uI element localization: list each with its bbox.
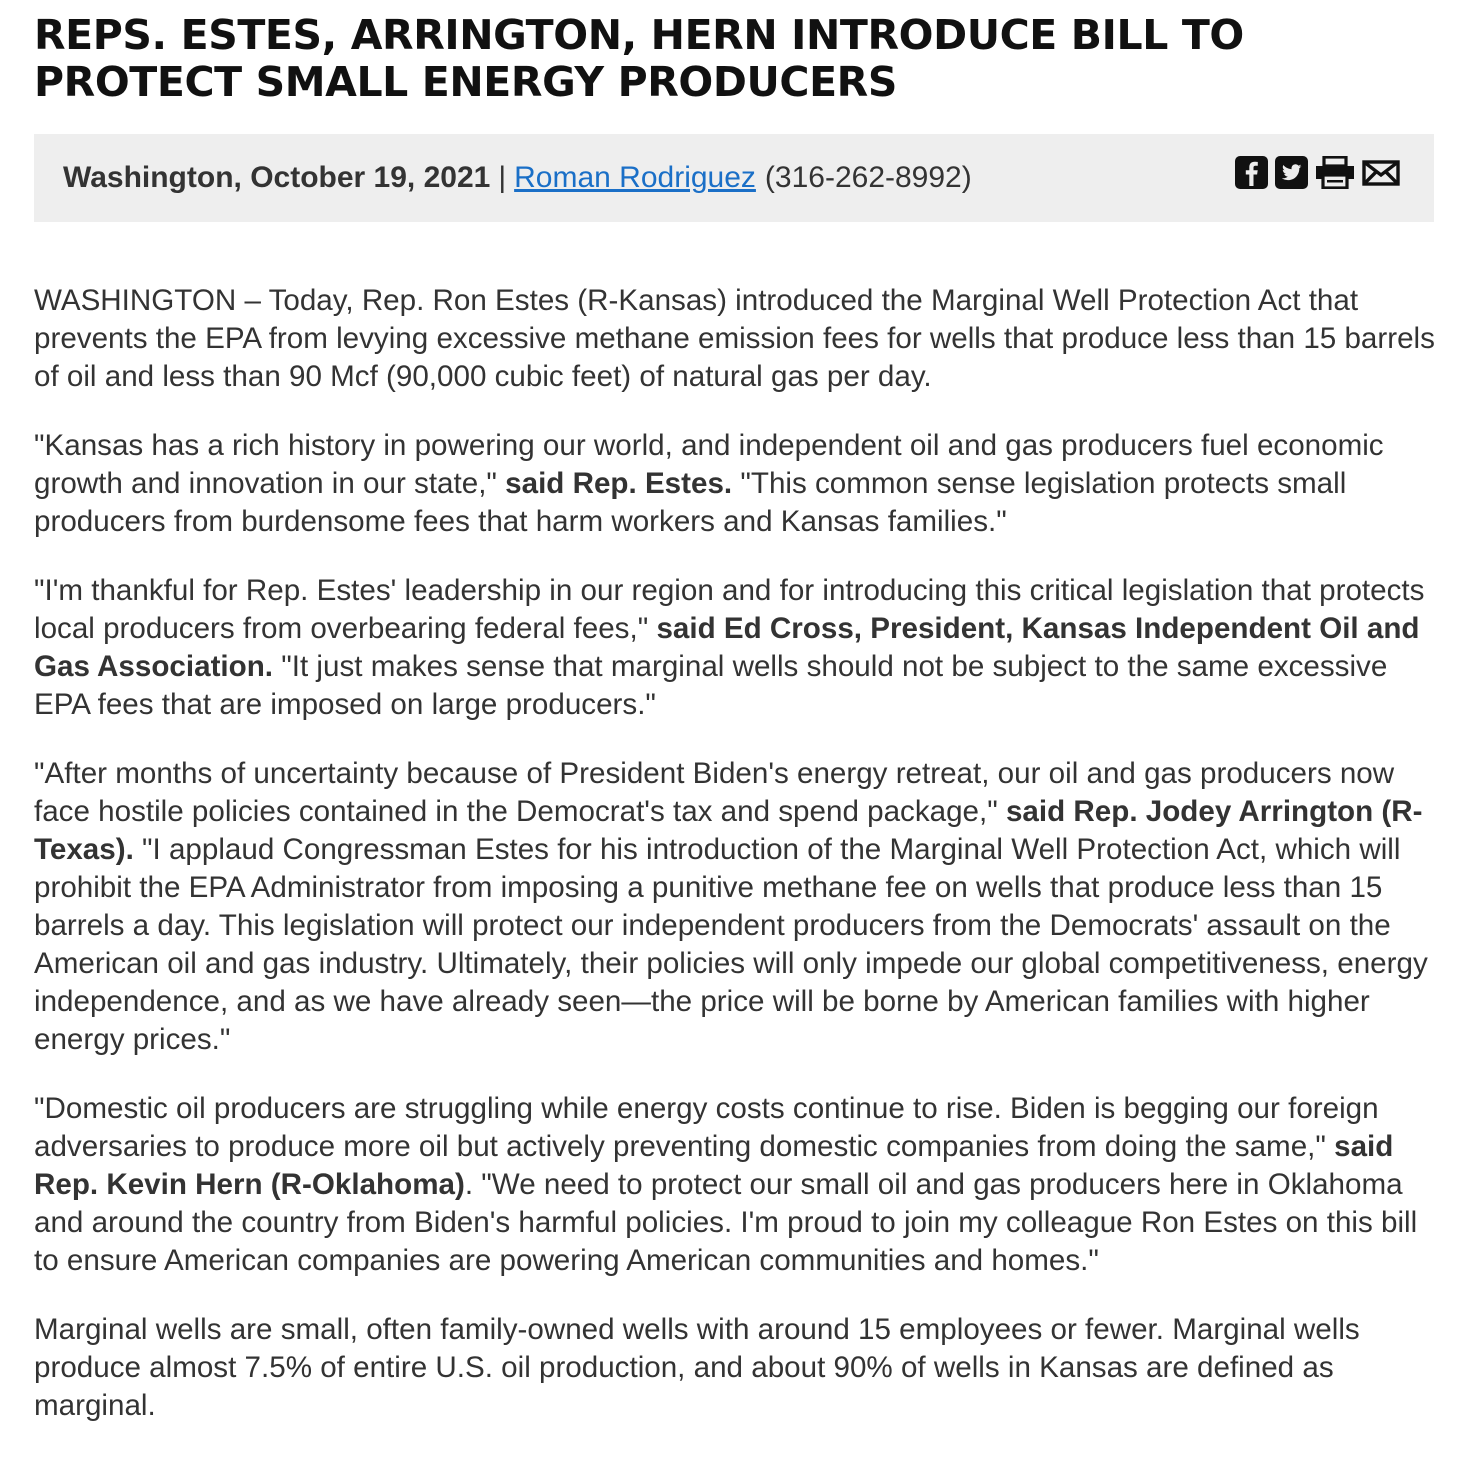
contact-phone: (316-262-8992) bbox=[764, 161, 972, 194]
quote-text: . "We need to protect our small oil and gas producers here in Oklahoma and around the country from Biden's harmful policies. I'm proud to join my colleague Ron Estes on this bill to ensure American companies are powering American communities and homes." bbox=[34, 1168, 1418, 1277]
contact-name-link[interactable]: Roman Rodriguez bbox=[514, 161, 756, 194]
quote-attribution: said Rep. Kevin Hern (R-Oklahoma) bbox=[34, 1130, 1394, 1201]
paragraph-cross-quote bbox=[34, 572, 1440, 724]
paragraph-intro: WASHINGTON – Today, Rep. Ron Estes (R-Kansas) introduced the Marginal Well Protection Act that prevents the EPA from levying excessive methane emission fees for wells that produce less than 15 barrels of oil and less than 90 Mcf (90,000 cubic feet) of natural gas per day. bbox=[34, 284, 1435, 393]
paragraph-arrington-quote bbox=[34, 755, 1440, 1059]
twitter-icon[interactable] bbox=[1275, 156, 1308, 189]
quote-text: "It just makes sense that marginal wells should not be subject to the same excessive EPA fees that are imposed on large producers." bbox=[34, 650, 1388, 721]
quote-text: "I applaud Congressman Estes for his introduction of the Marginal Well Protection Act, which will prohibit the EPA Administrator from imposing a punitive methane fee on wells that produce less than 15 barrels a day. This legislation will protect our independent producers from the Democrats' assault on the American oil and gas industry. Ultimately, their policies will only impede our global competitiveness, energy independence, and as we have already seen—the price will be borne by American families with higher energy prices." bbox=[34, 833, 1428, 1056]
quote-attribution: said Ed Cross, President, Kansas Independent Oil and Gas Association. bbox=[34, 612, 1420, 683]
quote-attribution: said Rep. Estes. bbox=[505, 467, 733, 500]
dateline: Washington, October 19, 2021 bbox=[63, 161, 491, 194]
paragraph-marginal-wells: Marginal wells are small, often family-owned wells with around 15 employees or fewer. Marginal wells produce almost 7.5% of entire U.S. oil production, and about 90% of wells in Kansas are defined as marginal. bbox=[34, 1313, 1360, 1422]
quote-text: "Domestic oil producers are struggling while energy costs continue to rise. Biden is begging our foreign adversaries to produce more oil but actively preventing domestic companies from doing the same," bbox=[34, 1092, 1379, 1163]
paragraph-hern-quote bbox=[34, 1090, 1440, 1280]
print-icon[interactable] bbox=[1315, 156, 1355, 189]
email-icon[interactable] bbox=[1362, 156, 1400, 189]
page-title: REPS. ESTES, ARRINGTON, HERN INTRODUCE BILL TO PROTECT SMALL ENERGY PRODUCERS bbox=[34, 11, 1244, 106]
quote-text: "This common sense legislation protects small producers from burdensome fees that harm workers and Kansas families." bbox=[34, 467, 1347, 538]
article-body bbox=[34, 282, 1440, 1456]
paragraph-estes-quote bbox=[34, 427, 1440, 541]
facebook-icon[interactable] bbox=[1235, 156, 1268, 189]
share-toolbar bbox=[1228, 156, 1400, 189]
press-release-meta-bar bbox=[34, 134, 1434, 222]
meta-separator: | bbox=[498, 161, 507, 194]
quote-attribution: said Rep. Jodey Arrington (R-Texas). bbox=[34, 795, 1423, 866]
quote-text: "Kansas has a rich history in powering our world, and independent oil and gas producers fuel economic growth and innovation in our state," bbox=[34, 429, 1384, 500]
quote-text: "I'm thankful for Rep. Estes' leadership in our region and for introducing this critical legislation that protects local producers from overbearing federal fees," bbox=[34, 574, 1425, 645]
quote-text: "After months of uncertainty because of President Biden's energy retreat, our oil and gas producers now face hostile policies contained in the Democrat's tax and spend package," bbox=[34, 757, 1395, 828]
